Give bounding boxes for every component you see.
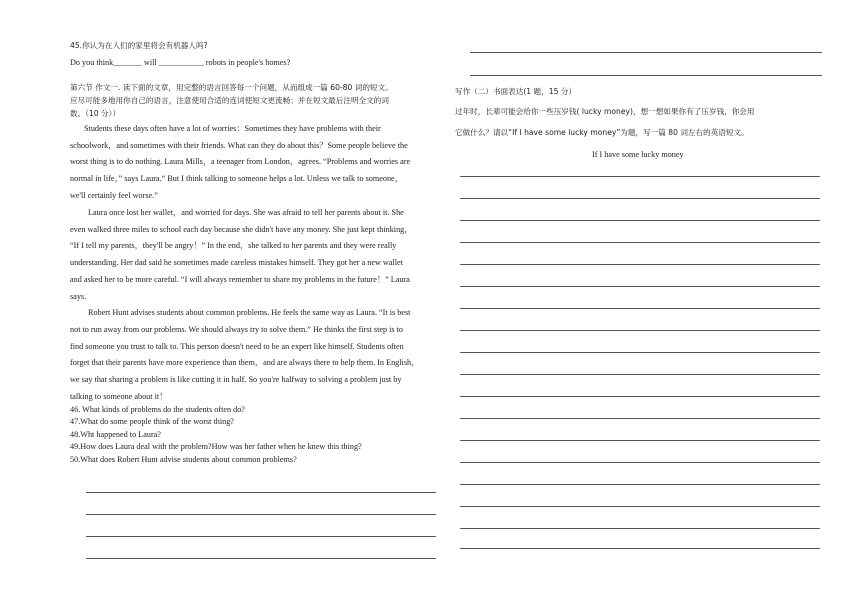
passage-line: Robert Hunt advises students about common problems. He feels the same way as Laura. “It is best: [88, 308, 411, 317]
passage-line: even walked three miles to school each day because she didn't have any money. She just kept thinking，: [70, 225, 413, 234]
writing-line[interactable]: [460, 484, 820, 485]
essay-title: If I have some lucky money: [592, 150, 684, 159]
answer-line[interactable]: [470, 75, 822, 76]
section6-header-line1: 第六节 作文一. 读下面的文章，用完整的语言回答每一个问题，从而组成一篇 60-80 词的短文。: [70, 83, 393, 92]
writing-section-header: 写作（二）书面表达(1 题，15 分）: [455, 87, 577, 96]
writing-line[interactable]: [460, 374, 820, 375]
writing-line[interactable]: [460, 548, 820, 549]
answer-line[interactable]: [86, 536, 436, 537]
writing-line[interactable]: [460, 308, 820, 309]
writing-line[interactable]: [460, 352, 820, 353]
passage-line: find someone you trust to talk to. This person doesn't need to be an expert like himself. Students often: [70, 342, 404, 351]
question-50: 50.What does Robert Hunt advise students about common problems?: [70, 455, 297, 464]
passage-line: and asked her to be more careful. “I will always remember to share my problems in the future！” Laura: [70, 275, 410, 284]
question-48: 48.Wht happened to Laura?: [70, 430, 161, 439]
question-46: 46. What kinds of problems do the students often do?: [70, 405, 245, 414]
passage-line: normal in life，” says Laura.“ But I think talking to someone helps a lot. Unless we talk to someone，: [70, 174, 403, 183]
writing-prompt-line1: 过年时，长辈可能会给你一些压岁钱( lucky money)，想一想如果你有了压岁钱，你会用: [455, 107, 755, 116]
passage-line: understanding. Her dad said he sometimes made careless mistakes himself. They got her a new wallet: [70, 258, 403, 267]
question-45-chinese: 45.你认为在人们的家里将会有机器人吗?: [70, 41, 208, 50]
passage-line: schoolwork，and sometimes with their friends. What can they do about this？Some people believe the: [70, 141, 408, 150]
writing-line[interactable]: [460, 242, 820, 243]
writing-line[interactable]: [460, 462, 820, 463]
passage-line: worst thing is to do nothing. Laura Mills，a teenager from London，agrees. “Problems and worries are: [70, 157, 411, 166]
writing-line[interactable]: [460, 440, 820, 441]
section6-header-line3: 数。（10 分））: [70, 109, 121, 118]
passage-line: talking to someone about it！: [70, 392, 168, 401]
answer-line[interactable]: [86, 558, 436, 559]
answer-line[interactable]: [86, 514, 436, 515]
passage-line: we say that sharing a problem is like cutting it in half. So you're halfway to solving a problem just by: [70, 375, 402, 384]
answer-line[interactable]: [470, 52, 822, 53]
writing-line[interactable]: [460, 286, 820, 287]
passage-line: forget that their parents have more experience than them，and are always there to help them. In English，: [70, 358, 420, 367]
writing-line[interactable]: [460, 176, 820, 177]
passage-line: not to run away from our problems. We should always try to solve them.” He thinks the first step is to: [70, 325, 404, 334]
section6-header-line2: 应尽可能多地用你自己的语言，注意使用合适的连词使短文更流畅；并在短文最后注明全文的词: [70, 96, 389, 105]
writing-line[interactable]: [460, 418, 820, 419]
passage-line: “If I tell my parents，they'll be angry！” In the end，she talked to her parents and they were really: [70, 241, 397, 250]
answer-line[interactable]: [86, 492, 436, 493]
passage-line: Laura once lost her wallet，and worried for days. She was afraid to tell her parents about it. She: [88, 208, 404, 217]
question-49: 49.How does Laura deal with the problem?How was her father when he knew this thing?: [70, 442, 362, 451]
passage-line: we'll certainly feel worse.”: [70, 191, 158, 200]
passage-line: says.: [70, 292, 87, 301]
writing-line[interactable]: [460, 330, 820, 331]
writing-line[interactable]: [460, 506, 820, 507]
writing-prompt-line2: 它做什么？请以“If I have some lucky money”为题，写一篇 80 词左右的英语短文。: [455, 128, 749, 137]
question-47: 47.What do some people think of the worst thing?: [70, 417, 234, 426]
writing-line[interactable]: [460, 528, 820, 529]
writing-line[interactable]: [460, 396, 820, 397]
writing-line[interactable]: [460, 264, 820, 265]
question-45-english: Do you think_______ will ___________ robots in people's homes?: [70, 58, 291, 67]
passage-line: Students these days often have a lot of worries：Sometimes they have problems with their: [84, 124, 381, 133]
writing-line[interactable]: [460, 198, 820, 199]
writing-line[interactable]: [460, 220, 820, 221]
